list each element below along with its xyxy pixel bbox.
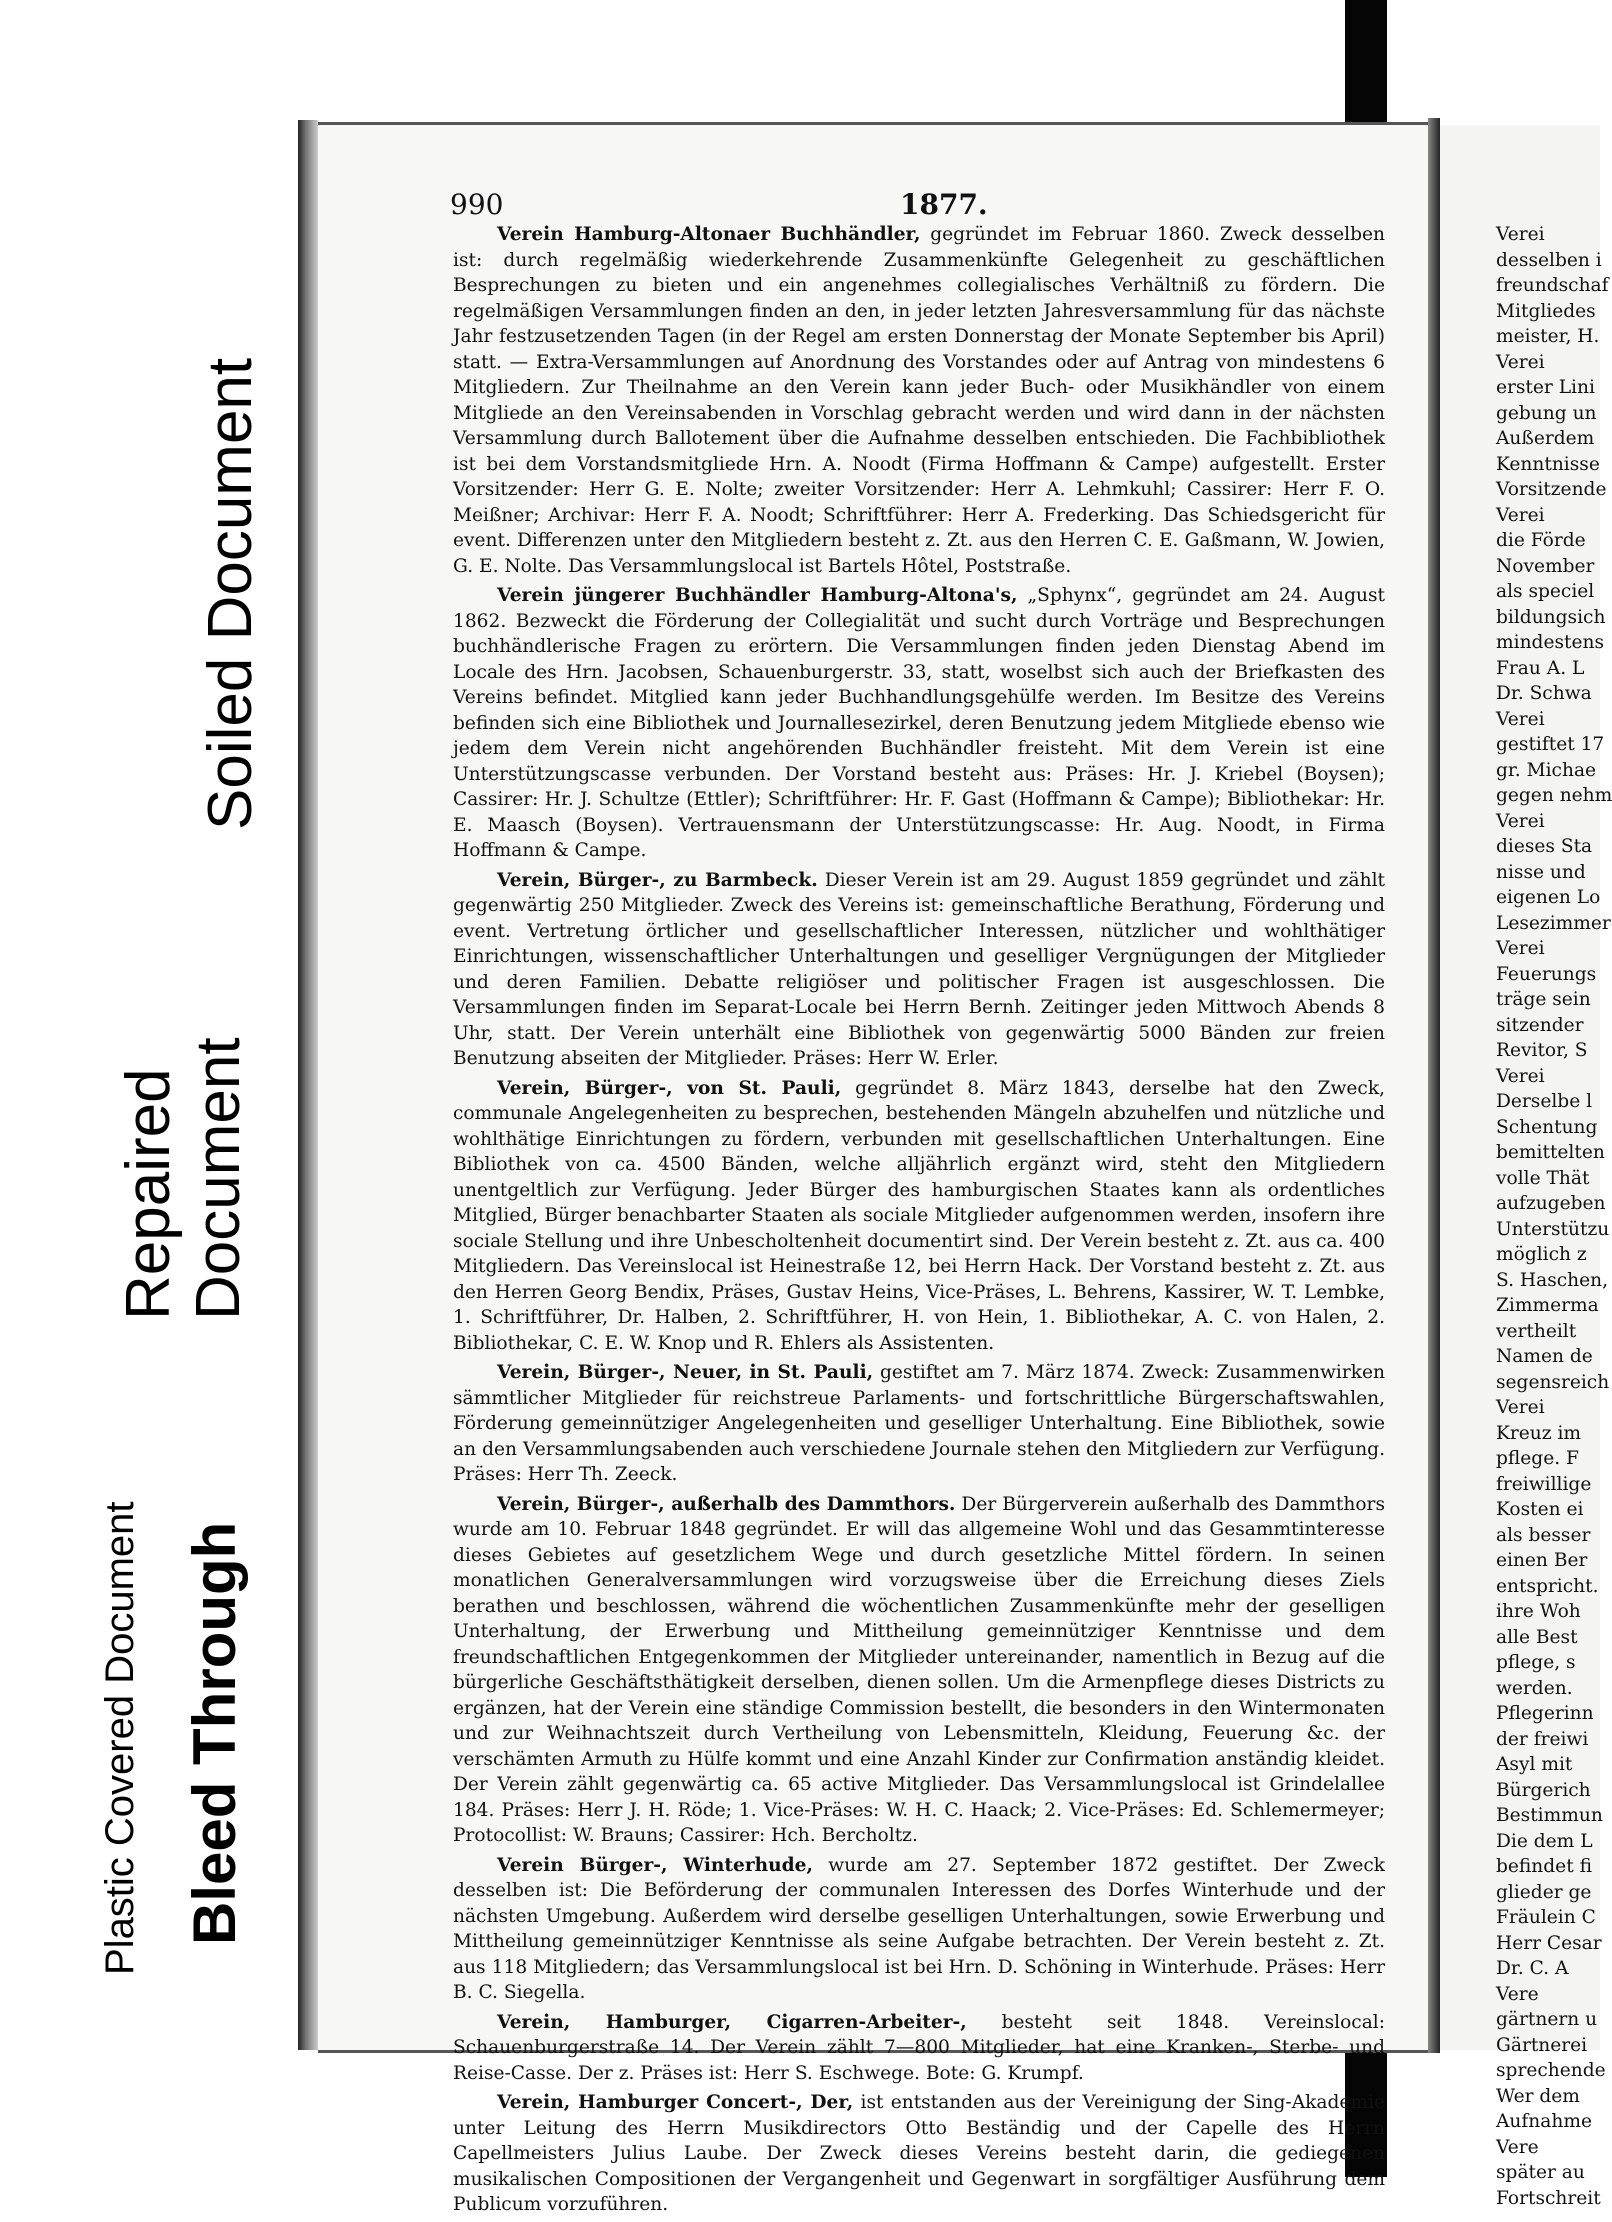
facing-line: gestiftet 17 [1496,734,1605,755]
facing-line: Fortschreit [1496,2187,1601,2209]
facing-line: sitzender [1496,1014,1584,1036]
facing-line: vertheilt [1496,1320,1577,1342]
entry-text: gegründet 8. März 1843, derselbe hat den Zweck, communale Angelegenheiten zu besprechen, bestehenden Mängeln abzuhelfen und nützliche und wohlthätige Einrichtungen zu fördern, verbunden mit gesellschaftlichen Unterhaltungen. Eine Bibliothek von ca. 4500 Bänden, welche alljährlich ergänzt wird, steht den Mitgliedern unentgeltlich zur Verfügung. Jeder Bürger des hamburgischen Staates kann als ordentliches Mitglied, Bürger benachbarter Staaten als sociale Mitglieder aufgenommen werden, insofern ihre sociale Stellung und ihre Unbescholtenheit documentirt sind. Der Verein besteht z. Zt. aus ca. 400 Mitgliedern. Das Vereinslocal ist Heinestraße 12, bei Herrn Hack. Der Vorstand besteht z. Zt. aus den Herren Georg Bendix, Präses, Gustav Heins, Vice-Präses, L. Behrens, Kassirer, W. T. Lembke, 1. Schriftführer, Dr. Halben, 2. Schriftführer, H. von Hein, 1. Bibliothekar, A. C. von Halen, 2. Bibliothekar, C. E. W. Knop und R. Ehlers als Assistenten. [453,1077,1385,1354]
page-body [453,222,1385,2222]
entry-paragraph [453,868,1385,1072]
facing-line: Dr. Schwa [1496,683,1592,704]
entry-paragraph [453,2010,1385,2087]
facing-line: gebung un [1496,402,1597,424]
entry-heading: Verein jüngerer Buchhändler Hamburg-Altona's, [497,585,1018,606]
facing-line: Revitor, S [1496,1040,1588,1061]
facing-line: sprechende [1496,2060,1606,2081]
facing-line: Verei [1496,224,1545,245]
facing-line: ihre Woh [1496,1601,1581,1622]
page-year: 1877. [900,188,988,221]
facing-line: Schentung [1496,1116,1598,1138]
facing-line: Aufnahme [1496,2111,1592,2132]
facing-line: Verei [1496,810,1545,832]
entry-heading: Verein Hamburg-Altonaer Buchhändler, [497,224,921,245]
facing-line: Pflegerinn [1496,1703,1594,1724]
facing-line: Verei [1496,938,1545,959]
facing-line: volle Thät [1496,1167,1590,1189]
facing-line: alle Best [1496,1626,1578,1648]
entry-heading: Verein, Bürger-, zu Barmbeck. [497,869,818,891]
entry-paragraph [453,1360,1385,1488]
page-gutter [1428,118,1440,2053]
facing-line: Lesezimmer [1496,912,1611,934]
entry-heading: Verein, Hamburger Concert-, Der, [497,2092,854,2113]
facing-line: desselben i [1496,249,1602,271]
facing-line: entspricht. [1496,1575,1599,1597]
entry-text: „Sphynx“, gegründet am 24. August 1862. Bezweckt die Förderung der Collegialität und sucht durch Vorträge und Besprechungen buchhändlerische Fragen zu erörtern. Die Versammlungen finden jeden Dienstag Abend im Locale des Hrn. Jacobsen, Schauenburgerstr. 33, statt, woselbst sich auch der Briefkasten des Vereins befindet. Mitglied kann jeder Buchhandlungsgehülfe werden. Im Besitze des Vereins befinden sich eine Bibliothek und Journallesezirkel, deren Benutzung jedem Mitgliede ebenso wie jedem dem Verein nicht angehörenden Buchhändler freisteht. Mit dem Verein ist eine Unterstützungscasse verbunden. Der Vorstand besteht aus: Präses: Hr. J. Kriebel (Boysen); Cassirer: Hr. J. Schultze (Ettler); Schriftführer: Hr. F. Gast (Hoffmann & Campe); Bibliothekar: Hr. E. Maasch (Boysen). Vertrauensmann der Unterstützungscasse: Hr. Aug. Noodt, in Firma Hoffmann & Campe. [453,585,1385,861]
label-bleed-through: Bleed Through [181,1521,248,1945]
facing-line: Kosten ei [1496,1499,1584,1520]
facing-line: bildungsich [1496,606,1606,628]
facing-line: Verei [1496,351,1545,373]
facing-line: freundschaf [1496,275,1609,296]
facing-line: glieder ge [1496,1881,1592,1903]
facing-line: Gärtnerei [1496,2034,1588,2056]
label-document: Document [184,1037,253,1320]
entry-paragraph [453,222,1385,579]
facing-line: eigenen Lo [1496,887,1601,908]
entry-text: ist entstanden aus der Vereinigung der Sing-Akademie unter Leitung des Herrn Musikdirectors Otto Beständig und der Capelle des Herrn Capellmeisters Julius Laube. Der Zweck dieses Vereins besteht darin, die gediegenen musikalischen Compositionen der Vergangenheit und Gegenwart in sorgfältiger Ausführung dem Publicum vorzuführen. [453,2092,1385,2215]
facing-line: werden. [1496,1677,1573,1699]
entry-heading: Verein, Bürger-, außerhalb des Dammthors. [497,1493,956,1515]
facing-line: Herr Cesar [1496,1932,1602,1954]
facing-line: später au [1496,2162,1585,2183]
entry-heading: Verein, Hamburger, Cigarren-Arbeiter-, [497,2011,967,2033]
facing-line: freiwillige [1496,1473,1592,1495]
entry-heading: Verein, Bürger-, von St. Pauli, [497,1077,842,1099]
entry-text: Dieser Verein ist am 29. August 1859 gegründet und zählt gegenwärtig 250 Mitglieder. Zweck des Vereins ist: gemeinschaftliche Berathung, Förderung und event. Vertretung örtlicher und gesellschaftlicher Interessen, nützlicher und wohlthätiger Einrichtungen, wissenschaftlicher Unterhaltungen und geselliger Vergnügungen der Mitglieder und deren Familien. Debatte religiöser und politischer Fragen ist ausgeschlossen. Die Versammlungen finden im Separat-Locale bei Herrn Bernh. Zeitinger jeden Mittwoch Abends 8 Uhr, statt. Der Verein unterhält eine Bibliothek von gegenwärtig 5000 Bänden zur freien Benutzung abseiten der Mitglieder. Präses: Herr W. Erler. [453,869,1385,1069]
label-plastic-covered-document: Plastic Covered Document [98,1501,142,1975]
facing-line: befindet fi [1496,1856,1592,1877]
entry-paragraph [453,583,1385,864]
entry-paragraph [453,1076,1385,1357]
facing-line: Dr. C. A [1496,1958,1569,1979]
entry-text: Der Bürgerverein außerhalb des Dammthors wurde am 10. Februar 1848 gegründet. Er will das allgemeine Wohl und das Gesammtinteresse dieses Gebietes auf gesetzlichem Wege und durch gesetzliche Mittel fördern. In seinen monatlichen Generalversammlungen wird vorzugsweise über die Erreichung dieses Ziels berathen und beschlossen, während die wöchentlichen Zusammenkünfte mehr der geselligen Unterhaltung, der Erwerbung und Mittheilung gemeinnütziger Kenntnisse und dem freundschaftlichen Entgegenkommen der Mitglieder untereinander, namentlich in Bezug auf die bürgerliche Geschäftsthätigkeit derselben, dienen sollen. Um die Armenpflege dieses Districts zu ergänzen, hat der Verein eine ständige Commission bestellt, die besonders in den Wintermonaten und zur Weihnachtszeit durch Vertheilung von Lebensmitteln, Kleidung, Feuerung &c. der verschämten Armuth zu Hülfe kommt und eine Anzahl Kinder zur Confirmation anständig kleidet. Der Verein zählt gegenwärtig ca. 65 active Mitglieder. Das Versammlungslocal ist Grindelallee 184. Präses: Herr J. H. Röde; 1. Vice-Präses: W. H. C. Haack; 2. Vice-Präses: Ed. Schlemermeyer; Protocollist: W. Brauns; Cassirer: Hch. Bercholtz. [453,1493,1385,1846]
entry-paragraph [453,1492,1385,1849]
facing-line: segensreich [1496,1371,1610,1393]
label-soiled-document: Soiled Document [196,357,265,830]
facing-line: Kreuz im [1496,1422,1582,1444]
facing-line: Unterstützu [1496,1218,1610,1240]
facing-line: die Förde [1496,530,1586,551]
facing-line: November [1496,555,1595,577]
facing-line: aufzugeben [1496,1193,1606,1214]
facing-line: träge sein [1496,989,1591,1010]
facing-line: bemittelten [1496,1142,1605,1163]
facing-line: Wer dem [1496,2085,1580,2107]
facing-line: Feuerungs [1496,963,1597,985]
facing-line: Außerdem [1496,428,1595,449]
entry-text: wurde am 27. September 1872 gestiftet. Der Zweck desselben ist: Die Beförderung der communalen Interessen des Dorfes Winterhude und der nächsten Umgebung. Außerdem wird derselbe geselligen Unterhaltungen, sowie Erwerbung und Mittheilung gemeinnütziger Kenntnisse als seine Aufgabe betrachten. Der Verein besteht z. Zt. aus 118 Mitgliedern; das Versammlungslocal ist bei Hrn. D. Schöning in Winterhude. Präses: Herr B. C. Siegella. [453,1854,1386,2003]
facing-line: Die dem L [1496,1830,1593,1852]
facing-line: als besser [1496,1524,1591,1546]
facing-line: Verei [1496,1397,1545,1418]
facing-line: pflege. F [1496,1448,1579,1469]
facing-line: möglich z [1496,1244,1587,1265]
facing-line: Mitgliedes [1496,300,1596,322]
facing-line: erster Lini [1496,377,1595,398]
facing-line: Kenntnisse [1496,453,1600,475]
facing-line: pflege, s [1496,1652,1576,1673]
facing-line: Vere [1496,1983,1539,2005]
facing-line: Verei [1496,504,1545,526]
facing-line: dieses Sta [1496,836,1593,857]
facing-line: Vorsitzende [1496,479,1607,500]
facing-line: mindestens [1496,632,1604,653]
facing-line: Frau A. L [1496,657,1585,679]
entry-heading: Verein Bürger-, Winterhude, [497,1854,813,1876]
entry-paragraph [453,2090,1385,2218]
entry-text: gestiftet am 7. März 1874. Zweck: Zusammenwirken sämmtlicher Mitglieder für reichstreue Parlaments- und fortschrittliche Bürgerschaftswahlen, Förderung gemeinnütziger Angelegenheiten und geselliger Unterhaltung. Eine Bibliothek, sowie an den Versammlungsabenden auch verschiedene Journale stehen den Mitgliedern zur Verfügung. Präses: Herr Th. Zeeck. [453,1362,1385,1485]
facing-line: nisse und [1496,861,1586,883]
facing-line: Verei [1496,1065,1545,1087]
page-number: 990 [450,188,504,221]
facing-line: S. Haschen, [1496,1269,1609,1291]
entry-heading: Verein, Bürger-, Neuer, in St. Pauli, [497,1362,874,1383]
label-repaired: Repaired [114,1068,183,1320]
facing-page-text [1496,222,1612,2211]
facing-line: Namen de [1496,1346,1593,1367]
facing-line: Bestimmun [1496,1805,1603,1826]
facing-line: Verei [1496,708,1545,730]
entry-text: besteht seit 1848. Vereinslocal: Schauenburgerstraße 14. Der Verein zählt 7—800 Mitglieder, hat eine Kranken-, Sterbe- und Reise-Casse. Der z. Präses ist: Herr S. Eschwege. Bote: G. Krumpf. [453,2011,1385,2084]
facing-line: Vere [1496,2136,1539,2158]
facing-line: als speciel [1496,581,1595,602]
page-left-edge [298,120,318,2050]
facing-line: Zimmerma [1496,1295,1599,1316]
facing-line: Asyl mit [1496,1754,1573,1775]
facing-line: gärtnern u [1496,2009,1598,2030]
facing-line: der freiwi [1496,1728,1589,1750]
facing-line: gr. Michae [1496,759,1597,781]
facing-line: Bürgerich [1496,1779,1591,1801]
facing-line: einen Ber [1496,1550,1588,1571]
entry-paragraph [453,1853,1385,2006]
entry-text: gegründet im Februar 1860. Zweck desselben ist: durch regelmäßig wiederkehrende Zusammenkünfte Gelegenheit zu geschäftlichen Besprechungen zu bieten und ein angenehmes collegialisches Verhältniß zu fördern. Die regelmäßigen Versammlungen finden an den, in jeder letzten Jahresversammlung für das nächste Jahr festzusetzenden Tagen (in der Regel am ersten Donnerstag der Monate September bis April) statt. — Extra-Versammlungen auf Anordnung des Vorstandes oder auf Antrag von mindestens 6 Mitgliedern. Zur Theilnahme an den Verein kann jeder Buch- oder Musikhändler von einem Mitgliede an den Vereinsabenden in Vorschlag gebracht werden und wird dann in der nächsten Versammlung durch Ballotement über die Aufnahme desselben entschieden. Die Fachbibliothek ist bei dem Vorstandsmitgliede Hrn. A. Noodt (Firma Hoffmann & Campe) aufgestellt. Erster Vorsitzender: Herr G. E. Nolte; zweiter Vorsitzender: Herr A. Lehmkuhl; Cassirer: Herr F. O. Meißner; Archivar: Herr F. A. Noodt; Schriftführer: Herr A. Frederking. Das Schiedsgericht für event. Differenzen unter den Mitgliedern besteht z. Zt. aus den Herren C. E. Gaßmann, W. Jowien, G. E. Nolte. Das Versammlungslocal ist Bartels Hôtel, Poststraße. [453,224,1385,577]
facing-line: Derselbe l [1496,1091,1593,1112]
facing-line: meister, H. [1496,326,1600,347]
facing-line: gegen nehm [1496,785,1612,806]
facing-line: Fräulein C [1496,1907,1596,1928]
